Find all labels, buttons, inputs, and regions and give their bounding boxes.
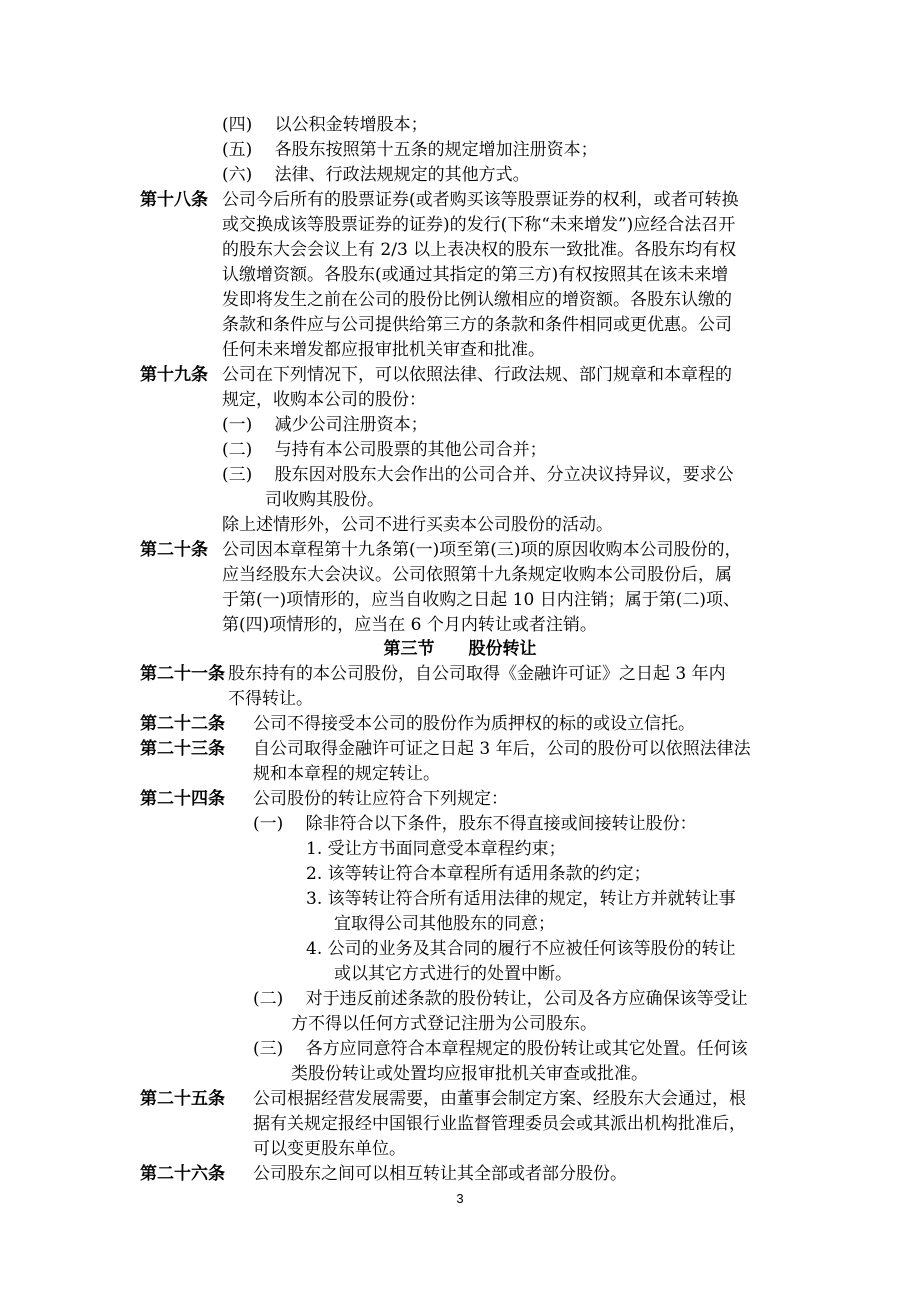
list-item-continuation: 类股份转让或处置均应报审批机关审查或批准。: [291, 1064, 648, 1084]
article-label-22: 第二十二条: [140, 714, 225, 734]
paragraph-line: 自公司取得金融许可证之日起 3 年后，公司的股份可以依照法律法: [253, 739, 751, 759]
list-item-continuation: 方不得以任何方式登记注册为公司股东。: [291, 1014, 597, 1034]
article-label-25: 第二十五条: [140, 1089, 225, 1109]
list-item: 1. 受让方书面同意受本章程约束；: [306, 839, 566, 859]
article-label-21: 第二十一条: [140, 664, 225, 684]
list-item-continuation: 或以其它方式进行的处置中断。: [334, 964, 572, 984]
paragraph-line: 规和本章程的规定转让。: [253, 764, 440, 784]
paragraph-line: 除上述情形外，公司不进行买卖本公司股份的活动。: [222, 515, 613, 535]
list-item: (一) 除非符合以下条件，股东不得直接或间接转让股份：: [253, 814, 697, 834]
paragraph-line: 股东持有的本公司股份，自公司取得《金融许可证》之日起 3 年内: [228, 664, 726, 684]
paragraph-line: 条款和条件应与公司提供给第三方的条款和条件相同或更优惠。公司: [222, 315, 732, 335]
list-item-continuation: 宜取得公司其他股东的同意；: [334, 914, 555, 934]
paragraph-line: 据有关规定报经中国银行业监督管理委员会或其派出机构批准后，: [253, 1114, 746, 1134]
page-number: 3: [456, 1191, 464, 1206]
list-item: (三) 各方应同意符合本章程规定的股份转让或其它处置。任何该: [253, 1039, 748, 1059]
list-item: (六) 法律、行政法规规定的其他方式。: [222, 165, 530, 185]
list-item-continuation: 司收购其股份。: [265, 490, 384, 510]
article-label-19: 第十九条: [140, 365, 208, 385]
paragraph-line: 应当经股东大会决议。公司依照第十九条规定收购本公司股份后，属: [222, 565, 732, 585]
list-item: (二) 对于违反前述条款的股份转让，公司及各方应确保该等受让: [253, 989, 748, 1009]
paragraph-line: 公司不得接受本公司的股份作为质押权的标的或设立信托。: [253, 714, 695, 734]
paragraph-line: 规定，收购本公司的股份：: [222, 390, 426, 410]
paragraph-line: 的股东大会会议上有 2/3 以上表决权的股东一致批准。各股东均有权: [222, 240, 737, 260]
list-item: 4. 公司的业务及其合同的履行不应被任何该等股份的转让: [306, 939, 736, 959]
section-title: 股份转让: [468, 639, 537, 659]
paragraph-line: 第(四)项情形的，应当在 6 个月内转让或者注销。: [222, 615, 597, 635]
list-item: 2. 该等转让符合本章程所有适用条款的约定；: [306, 864, 651, 884]
paragraph-line: 或交换成该等股票证券的证券)的发行(下称“未来增发”)应经合法召开: [222, 215, 736, 235]
paragraph-line: 不得转让。: [228, 689, 313, 709]
article-label-20: 第二十条: [140, 540, 208, 560]
paragraph-line: 公司在下列情况下，可以依照法律、行政法规、部门规章和本章程的: [222, 365, 732, 385]
list-item: 3. 该等转让符合所有适用法律的规定，转让方并就转让事: [306, 889, 736, 909]
list-item: (四) 以公积金转增股本；: [222, 115, 428, 135]
section-number: 第三节: [383, 639, 435, 659]
paragraph-line: 发即将发生之前在公司的股份比例认缴相应的增资额。各股东认缴的: [222, 290, 732, 310]
list-item: (二) 与持有本公司股票的其他公司合并；: [222, 440, 547, 460]
article-label-18: 第十八条: [140, 190, 208, 210]
list-item: (五) 各股东按照第十五条的规定增加注册资本；: [222, 140, 598, 160]
paragraph-line: 可以变更股东单位。: [253, 1139, 406, 1159]
paragraph-line: 认缴增资额。各股东(或通过其指定的第三方)有权按照其在该未来增: [222, 265, 729, 285]
list-item: (一) 减少公司注册资本；: [222, 415, 428, 435]
section-heading: [0, 637, 920, 662]
article-label-24: 第二十四条: [140, 789, 225, 809]
paragraph-line: 于第(一)项情形的，应当自收购之日起 10 日内注销；属于第(二)项、: [222, 590, 740, 610]
list-item: (三) 股东因对股东大会作出的公司合并、分立决议持异议，要求公: [222, 465, 734, 485]
paragraph-line: 任何未来增发都应报审批机关审查和批准。: [222, 340, 545, 360]
paragraph-line: 公司股份的转让应符合下列规定：: [253, 789, 508, 809]
paragraph-line: 公司今后所有的股票证券(或者购买该等股票证券的权利，或者可转换: [222, 190, 739, 210]
paragraph-line: 公司根据经营发展需要，由董事会制定方案、经股东大会通过，根: [253, 1089, 746, 1109]
article-label-23: 第二十三条: [140, 739, 225, 759]
paragraph-line: 公司股东之间可以相互转让其全部或者部分股份。: [253, 1164, 627, 1184]
article-label-26: 第二十六条: [140, 1164, 225, 1184]
paragraph-line: 公司因本章程第十九条第(一)项至第(三)项的原因收购本公司股份的，: [222, 540, 742, 560]
